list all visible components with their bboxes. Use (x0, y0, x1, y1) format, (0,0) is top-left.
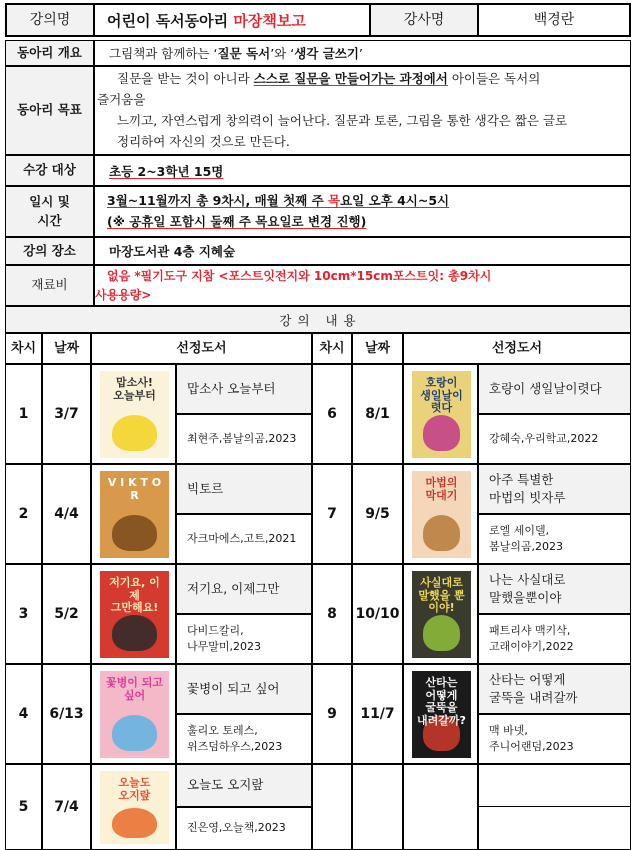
instructor-label-cell (370, 3, 478, 37)
book-title-line: 저기요, 이제그만 (187, 580, 280, 596)
book-author-line: 진은영,오늘책,2023 (187, 821, 286, 835)
book-author-line: 맥 바넷, (489, 723, 528, 737)
goal-value-cell (94, 66, 631, 155)
cover-illustration (423, 515, 461, 552)
place-value: 마장도서관 4층 지혜숲 (109, 244, 236, 259)
book-author-line: 다비드칼리, (187, 623, 244, 637)
book-title-line: 나는 사실대로 (489, 571, 566, 587)
overview-label: 동아리 개요 (17, 44, 82, 60)
goal-label-cell (5, 66, 94, 155)
book-title (187, 580, 279, 598)
instructor-name-cell (478, 3, 631, 37)
cover-illustration (112, 415, 156, 452)
empty-cell (403, 764, 478, 850)
session-date: 6/13 (42, 664, 91, 764)
book-title-cell (176, 764, 312, 807)
cover-illustration (112, 515, 156, 552)
cover-title: 산타는 어떻게 굴뚝을 내려갈까? (417, 676, 466, 727)
book-author-cell (176, 714, 312, 764)
book-title-cell (478, 364, 631, 414)
section-title-cell (5, 306, 631, 333)
book-author (187, 723, 282, 756)
book-author-line: 주니어랜덤,2023 (489, 740, 574, 753)
book-author-line: 강혜숙,우리학교,2022 (489, 431, 599, 445)
book-cover-image (412, 371, 471, 458)
cover-illustration (423, 415, 461, 452)
book-title (489, 571, 565, 607)
col-date-right: 날짜 (352, 333, 403, 364)
cover-illustration (112, 715, 156, 752)
place-value-cell (94, 237, 631, 265)
session-date: 8/1 (352, 364, 403, 464)
col-book-right: 선정도서 (403, 333, 631, 364)
col-date-left: 날짜 (42, 333, 91, 364)
book-author (187, 431, 296, 448)
goal-line-4: 정리하여 자신의 것으로 만든다. (117, 134, 290, 149)
goal-line-2: 즐거움을 (97, 92, 146, 107)
book-author (187, 623, 261, 656)
schedule-label-cell (5, 186, 94, 237)
book-cover-cell (91, 664, 176, 764)
schedule-line-1: 3월~11월까지 총 9차시, 매월 첫째 주 목요일 오후 4시~5시 (107, 193, 450, 208)
book-author-line: 자크마에스,고트,2021 (187, 531, 297, 545)
book-author-cell (478, 614, 631, 664)
book-author-cell (176, 414, 312, 464)
book-author (187, 820, 286, 837)
book-author-line: 로엘 세이델, (489, 523, 550, 537)
place-label-cell (5, 237, 94, 265)
book-title-line: 호랑이 생일날이렷다 (489, 380, 602, 396)
book-title-line: 아주 특별한 (489, 471, 554, 487)
cover-title: 저기요, 이제 그만해요! (109, 576, 160, 615)
cover-illustration (112, 808, 156, 839)
book-cover-cell (91, 364, 176, 464)
book-author (489, 723, 574, 756)
book-cover-image (412, 471, 471, 558)
cover-title: 사실대로 말했을 뿐이야! (418, 576, 465, 615)
place-label: 강의 장소 (23, 242, 76, 258)
book-cover-image (100, 571, 169, 658)
course-title (107, 10, 306, 31)
book-title-line: 굴뚝을 내려갈까 (489, 690, 578, 705)
book-author (187, 531, 296, 548)
book-author-line: 훌리오 토레스, (187, 723, 258, 737)
instructor-name: 백경란 (533, 11, 575, 28)
target-label: 수강 대상 (23, 162, 76, 178)
book-title-line: 마법의 빗자루 (489, 490, 566, 505)
col-book-left: 선정도서 (91, 333, 312, 364)
book-title (489, 471, 565, 507)
book-title (489, 671, 578, 707)
material-label: 재료비 (31, 277, 68, 293)
cover-title: 오늘도 오지랖 (118, 776, 151, 802)
section-title: 강 의 내 용 (279, 312, 357, 328)
target-value: 초등 2~3학년 15명 (109, 163, 224, 179)
book-author-line: 나무말미,2023 (187, 640, 261, 653)
book-cover-image (100, 371, 169, 458)
material-line-1: 없음 *필기도구 지참 <포스트잇전지와 10cm*15cm포스트잇: 총9차시 (107, 269, 492, 283)
book-title-cell (176, 564, 312, 614)
book-cover-cell (403, 664, 478, 764)
book-title-line: 맙소사 오늘부터 (187, 380, 276, 396)
book-author-line: 패트리샤 맥키삭, (489, 623, 571, 637)
book-author-line: 고래이야기,2022 (489, 640, 574, 653)
book-cover-cell (403, 464, 478, 564)
session-number: 4 (5, 664, 42, 764)
book-author (489, 523, 563, 556)
material-label-cell (5, 265, 94, 306)
target-label-cell (5, 155, 94, 186)
schedule-line-2: (※ 공휴일 포함시 둘째 주 목요일로 변경 진행) (107, 214, 367, 229)
session-number: 7 (312, 464, 352, 564)
book-cover-cell (91, 564, 176, 664)
session-number: 2 (5, 464, 42, 564)
book-title (187, 680, 279, 698)
book-author-cell (478, 414, 631, 464)
instructor-label: 강사명 (403, 11, 445, 28)
book-author-cell (176, 807, 312, 850)
overview-value-cell (94, 40, 631, 66)
session-date: 10/10 (352, 564, 403, 664)
overview-label-cell (5, 40, 94, 66)
goal-label: 동아리 목표 (17, 102, 82, 118)
book-cover-cell (91, 464, 176, 564)
cover-title: 호랑이 생일날이렷다 (420, 376, 463, 415)
goal-line-1: 질문을 받는 것이 아니라 스스로 질문을 만들어가는 과정에서 아이들은 독서의 (117, 71, 541, 86)
book-author-cell (478, 714, 631, 764)
schedule-value-cell (94, 186, 631, 237)
book-author-line: 최현주,봄날의곰,2023 (187, 431, 297, 445)
cover-title: V I K T O R (107, 476, 162, 502)
book-title-line: 산타는 어떻게 (489, 671, 566, 687)
session-date: 9/5 (352, 464, 403, 564)
book-cover-image (412, 571, 471, 658)
cover-illustration (423, 615, 461, 652)
book-title (187, 776, 263, 794)
session-date: 11/7 (352, 664, 403, 764)
session-number: 6 (312, 364, 352, 464)
empty-cell (478, 764, 631, 807)
book-cover-cell (91, 764, 176, 850)
book-cover-cell (403, 364, 478, 464)
cover-title: 마법의 막대기 (425, 476, 458, 502)
book-title-line: 빅토르 (187, 480, 224, 496)
col-session-left: 차시 (5, 333, 42, 364)
lecture-label: 강의명 (29, 11, 71, 28)
book-cover-image (100, 471, 169, 558)
session-number: 3 (5, 564, 42, 664)
book-title-cell (176, 364, 312, 414)
session-number: 9 (312, 664, 352, 764)
book-title-cell (478, 564, 631, 614)
book-author-cell (176, 614, 312, 664)
schedule-label-line-2: 시간 (37, 212, 62, 228)
session-number: 1 (5, 364, 42, 464)
book-cover-cell (403, 564, 478, 664)
session-number: 8 (312, 564, 352, 664)
book-cover-image (100, 671, 169, 758)
book-title-cell (176, 464, 312, 514)
book-title-cell (176, 664, 312, 714)
book-title-line: 꽃병이 되고 싶어 (187, 680, 280, 696)
course-title-cell (94, 3, 370, 37)
course-title-prefix: 어린이 독서동아리 (107, 11, 234, 30)
material-line-2: 사용용량> (95, 288, 152, 302)
col-session-right: 차시 (312, 333, 352, 364)
lecture-label-cell (5, 3, 94, 37)
empty-cell (312, 764, 352, 850)
schedule-label-line-1: 일시 및 (29, 193, 70, 209)
book-author-cell (478, 514, 631, 564)
empty-cell (352, 764, 403, 850)
session-date: 5/2 (42, 564, 91, 664)
book-title (187, 480, 223, 498)
book-title-cell (478, 664, 631, 714)
course-title-highlight: 마장책보고 (233, 11, 306, 30)
book-author-line: 봄날의곰,2023 (489, 540, 563, 553)
material-value-cell (94, 265, 631, 306)
cover-illustration (112, 615, 156, 652)
overview-text: 그림책과 함께하는 ‘질문 독서’와 ‘생각 글쓰기’ (109, 46, 363, 61)
book-author-cell (176, 514, 312, 564)
book-cover-image (100, 771, 169, 844)
book-title-cell (478, 464, 631, 514)
book-author-line: 위즈덤하우스,2023 (187, 740, 283, 753)
book-author (489, 431, 598, 448)
session-number: 5 (5, 764, 42, 850)
book-title (489, 380, 602, 398)
cover-title: 맙소사! 오늘부터 (113, 376, 156, 402)
goal-line-3: 느끼고, 자연스럽게 창의력이 늘어난다. 질문과 토론, 그림을 통한 생각은 짧은 글로 (117, 113, 568, 128)
target-value-cell (94, 155, 631, 186)
book-title-line: 오늘도 오지랖 (187, 777, 264, 793)
session-date: 7/4 (42, 764, 91, 850)
session-date: 3/7 (42, 364, 91, 464)
cover-title: 꽃병이 되고 싶어 (106, 676, 163, 702)
book-title-line: 말했을뿐이야 (489, 590, 562, 605)
book-cover-image (412, 671, 471, 758)
book-title (187, 380, 276, 398)
session-date: 4/4 (42, 464, 91, 564)
book-author (489, 623, 574, 656)
